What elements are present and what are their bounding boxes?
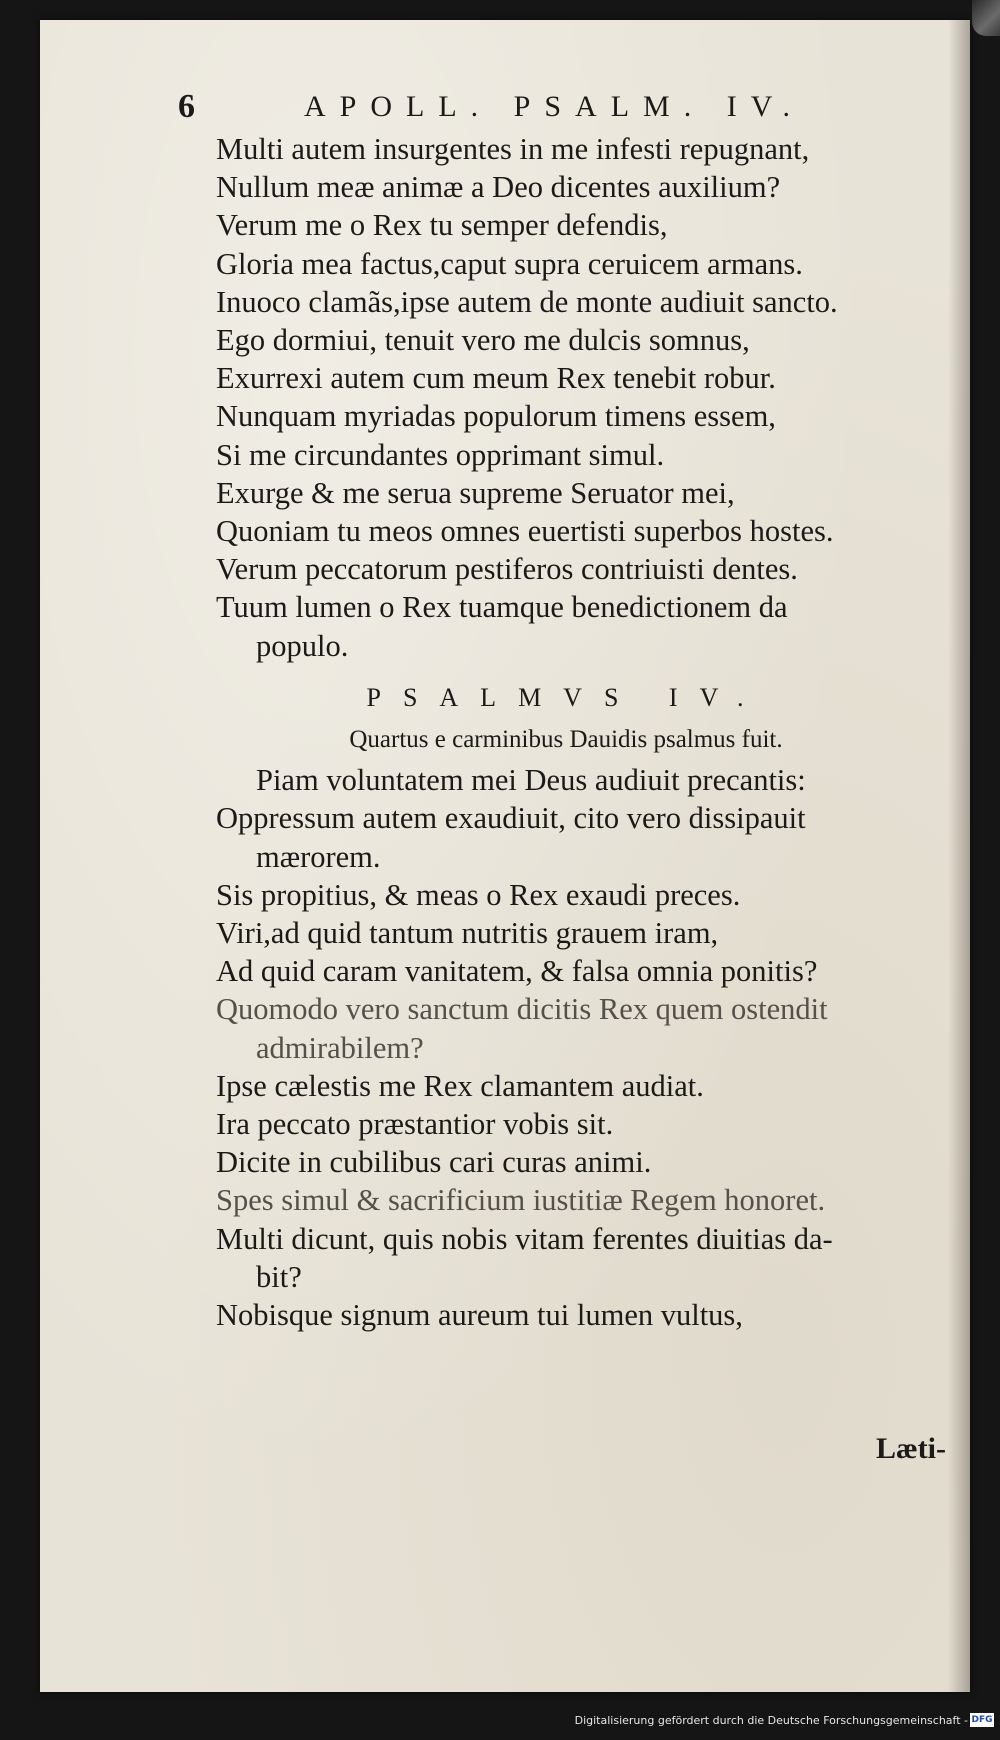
- verse-line: Quoniam tu meos omnes euertisti superbos hostes.: [216, 514, 834, 549]
- verse-line: Ira peccato præstantior vobis sit.: [216, 1107, 614, 1142]
- verse-line: Nullum meæ animæ a Deo dicentes auxilium?: [216, 170, 781, 205]
- verse-line-continuation: mærorem.: [256, 839, 381, 874]
- verse-line: Exurrexi autem cum meum Rex tenebit robur.: [216, 361, 776, 396]
- verse-line: Multi autem insurgentes in me infesti repugnant,: [216, 132, 810, 166]
- verse-line: Tuum lumen o Rex tuamque benedictionem da: [216, 590, 788, 625]
- verse-line: Nobisque signum aureum tui lumen vultus,: [216, 1298, 743, 1333]
- verse-line: Spes simul & sacrificium iustitiæ Regem honoret.: [216, 1183, 826, 1218]
- verse-line: Oppressum autem exaudiuit, cito vero dissipauit: [216, 801, 806, 836]
- scan-corner-mark: [972, 0, 1000, 36]
- verse-line: Exurge & me serua supreme Seruator mei,: [216, 475, 735, 510]
- verse-line-continuation: bit?: [256, 1259, 302, 1294]
- running-head: [178, 88, 868, 132]
- digitization-footer: Digitalisierung gefördert durch die Deutsche Forschungsgemeinschaft -: [574, 1714, 968, 1727]
- page-number: 6: [178, 88, 195, 125]
- running-head-title: APOLL. PSALM. IV.: [304, 90, 804, 123]
- verse-line: Ad quid caram vanitatem, & falsa omnia ponitis?: [216, 954, 818, 989]
- verse-line: Multi dicunt, quis nobis vitam ferentes diuitias da-: [216, 1221, 833, 1256]
- verse-line: Inuoco clamãs,ipse autem de monte audiuit sancto.: [216, 284, 838, 319]
- verse-line: Gloria mea factus,caput supra ceruicem armans.: [216, 246, 803, 281]
- psalm-heading: PSALMVS IV.: [366, 682, 766, 712]
- psalm-subtitle: Quartus e carminibus Dauidis psalmus fuit.: [349, 726, 783, 754]
- verse-line: Nunquam myriadas populorum timens essem,: [216, 399, 776, 434]
- verse-line: Ego dormiui, tenuit vero me dulcis somnus,: [216, 323, 750, 358]
- verse-line-continuation: populo.: [256, 628, 349, 663]
- page-text: [216, 130, 976, 1334]
- catchword: Læti-: [876, 1432, 946, 1465]
- verse-line: Piam voluntatem mei Deus audiuit precantis:: [256, 763, 806, 798]
- verse-line: Sis propitius, & meas o Rex exaudi preces.: [216, 877, 741, 912]
- verse-line: Verum me o Rex tu semper defendis,: [216, 208, 668, 243]
- verse-line: Viri,ad quid tantum nutritis grauem iram,: [216, 916, 719, 951]
- verse-line: Si me circundantes opprimant simul.: [216, 437, 665, 472]
- dfg-logo-icon: DFG: [971, 1715, 993, 1725]
- verse-line-continuation: admirabilem?: [256, 1030, 424, 1065]
- verse-line: Quomodo vero sanctum dicitis Rex quem ostendit: [216, 992, 828, 1027]
- verse-line: Dicite in cubilibus cari curas animi.: [216, 1145, 652, 1180]
- verse-line: Verum peccatorum pestiferos contriuisti dentes.: [216, 552, 798, 587]
- verse-line: Ipse cælestis me Rex clamantem audiat.: [216, 1068, 704, 1103]
